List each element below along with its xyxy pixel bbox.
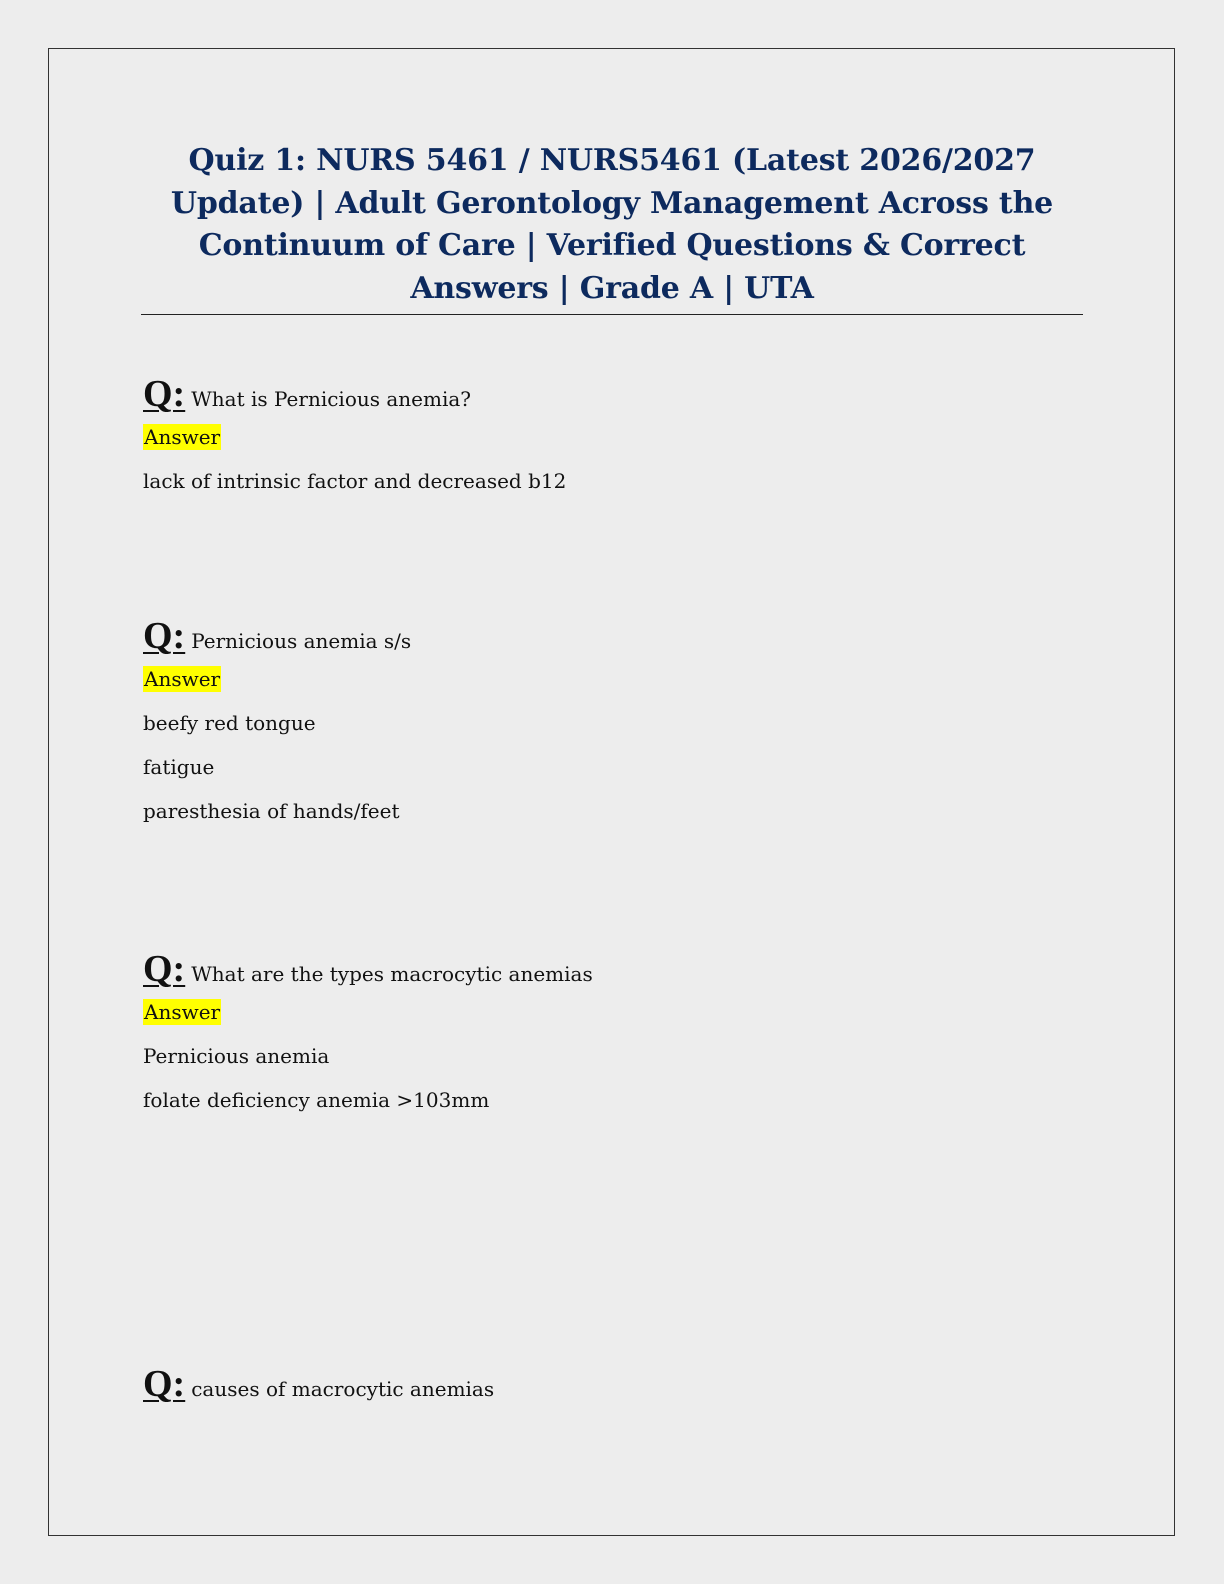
question-line	[143, 372, 566, 415]
answer-label: Answer	[144, 1000, 221, 1024]
title-block	[142, 140, 1082, 310]
question-line	[143, 1362, 495, 1405]
qa-block-1	[143, 372, 566, 494]
question-text: What are the types macrocytic anemias	[191, 962, 593, 986]
question-marker: Q:	[143, 373, 186, 415]
answer-label: Answer	[144, 425, 221, 449]
qa-block-4	[143, 1362, 495, 1405]
answer-text: lack of intrinsic factor and decreased b12	[143, 469, 567, 493]
qa-block-3	[143, 947, 593, 1113]
question-marker: Q:	[143, 615, 186, 657]
question-line	[143, 947, 593, 990]
question-marker: Q:	[143, 948, 186, 990]
document-title: Quiz 1: NURS 5461 / NURS5461 (Latest 2026/2027 Update) | Adult Gerontology Management Across the Continuum of Care | Verified Questions & Correct Answers | Grade A | UTA	[170, 143, 1054, 306]
question-text: Pernicious anemia s/s	[191, 629, 412, 653]
qa-block-2	[143, 614, 411, 824]
answer-text: fatigue	[143, 755, 215, 779]
answer-text: beefy red tongue	[143, 711, 316, 735]
answer-label: Answer	[144, 667, 221, 691]
question-text: causes of macrocytic anemias	[191, 1377, 495, 1401]
question-marker: Q:	[143, 1363, 186, 1405]
question-line	[143, 614, 412, 657]
answer-text: folate deficiency anemia >103mm	[143, 1088, 490, 1112]
answer-text: paresthesia of hands/feet	[143, 799, 400, 823]
answer-text: Pernicious anemia	[143, 1044, 330, 1068]
question-text: What is Pernicious anemia?	[191, 387, 472, 411]
title-divider	[141, 314, 1083, 315]
